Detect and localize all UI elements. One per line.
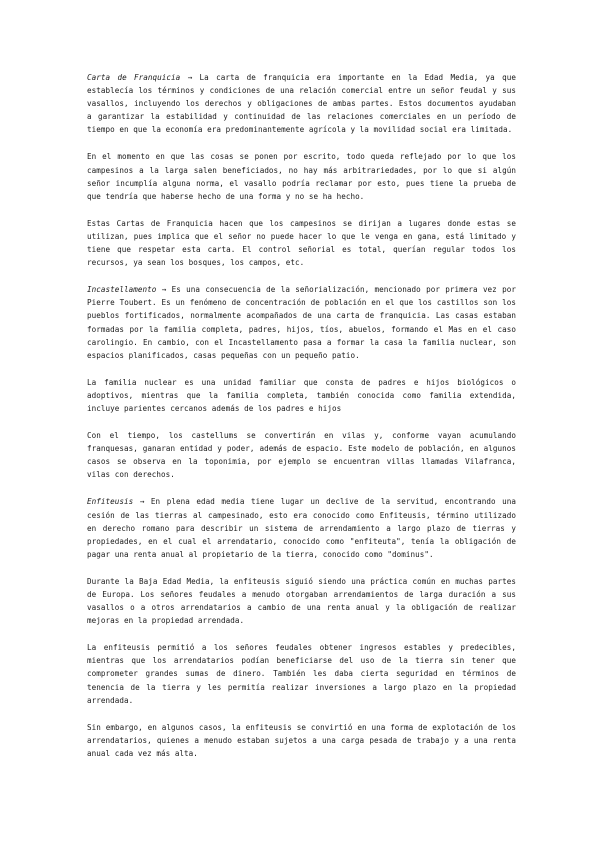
paragraph-enfiteusis bbox=[87, 495, 516, 560]
paragraph-explotacion bbox=[87, 721, 516, 760]
paragraph-text: En el momento en que las cosas se ponen por escrito, todo queda reflejado por lo que los campesinos a la larga salen beneficiados, no hay más arbitrariedades, por lo que si algún señor incumplía alguna norma, el vasallo podría reclamar por esto, pues tiene la prueba de que tendría que haberse hecho de una forma y no se ha hecho. bbox=[87, 152, 516, 201]
paragraph-baja-edad-media bbox=[87, 575, 516, 627]
paragraph-text: → La carta de franquicia era importante en la Edad Media, ya que establecía los términos y condiciones de una relación comercial entre un señor feudal y sus vasallos, incluyendo los derechos y obligaciones de ambas partes. Estos documentos ayudaban a garantizar la estabilidad y continuidad de las relaciones comerciales en un período de tiempo en que la economía era predominantemente agrícola y la movilidad social era limitada. bbox=[87, 73, 516, 135]
paragraph-text: Durante la Baja Edad Media, la enfiteusis siguió siendo una práctica común en muchas partes de Europa. Los señores feudales a menudo otorgaban arrendamientos de larga duración a sus vasallos o a otros arrendatarios a cambio de una renta anual y la obligación de realizar mejoras en la propiedad arrendada. bbox=[87, 576, 516, 626]
paragraph-cartas-campesinos bbox=[87, 217, 516, 269]
paragraph-text: Estas Cartas de Franquicia hacen que los campesinos se dirijan a lugares donde estas se utilizan, pues implica que el señor no puede hacer lo que le venga en gana, está limitado y tiene que respetar esta carta. El control señorial es total, querían regular todos los recursos, ya sean los bosques, los campos, etc. bbox=[87, 218, 516, 268]
paragraph-castellums bbox=[87, 429, 516, 481]
paragraph-text: → Es una consecuencia de la señorialización, mencionado por primera vez por Pierre Toubert. Es un fenómeno de concentración de población en el que los castillos son los pueblos fortificados, normalmente acompañados de una carta de franquicia. Las casas estaban formadas por la familia completa, padres, hijos, tíos, abuelos, formando el Mas en el caso carolingio. En cambio, con el Incastellamento pasa a formar la casa la familia nuclear, son espacios planificados, casas pequeñas con un pequeño patio. bbox=[87, 285, 516, 360]
paragraph-text: → En plena edad media tiene lugar un declive de la servitud, encontrando una cesión de las tierras al campesinado, esto era conocido como Enfiteusis, término utilizado en derecho romano para describir un sistema de arrendamiento a largo plazo de tierras y propiedades, en el cual el arrendatario, conocido como "enfiteuta", tenía la obligación de pagar una renta anual al propietario de la tierra, conocido como "dominus". bbox=[87, 497, 516, 559]
paragraph-incastellamento bbox=[87, 283, 516, 362]
paragraph-familia-nuclear bbox=[87, 376, 516, 415]
paragraph-text: Con el tiempo, los castellums se convertirán en vilas y, conforme vayan acumulando franquesas, ganaran entidad y poder, además de espacio. Este modelo de población, en algunos casos se observa en la toponimia, por ejemplo se encuentran villas llamadas Vilafranca, vilas con derechos. bbox=[87, 431, 516, 480]
paragraph-text: Sin embargo, en algunos casos, la enfiteusis se convirtió en una forma de explotación de los arrendatarios, quienes a menudo estaban sujetos a una carga pesada de trabajo y a una renta anual cada vez más alta. bbox=[87, 722, 516, 758]
paragraph-text: La enfiteusis permitió a los señores feudales obtener ingresos estables y predecibles, mientras que los arrendatarios podían beneficiarse del uso de la tierra sin tener que comprometer grandes sumas de dinero. También les daba cierta seguridad en términos de tenencia de la tierra y les permitía realizar inversiones a largo plazo en la propiedad arrendada. bbox=[87, 643, 516, 705]
paragraph-text: La familia nuclear es una unidad familiar que consta de padres e hijos biológicos o adoptivos, mientras que la familia completa, también conocida como familia extendida, incluye parientes cercanos además de los padres e hijos bbox=[87, 377, 516, 413]
term-incastellamento: Incastellamento bbox=[87, 285, 157, 295]
paragraph-carta-de-franquicia bbox=[87, 71, 516, 136]
paragraph-ingresos-estables bbox=[87, 641, 516, 706]
term-enfiteusis: Enfiteusis bbox=[87, 497, 134, 507]
paragraph-escrito bbox=[87, 150, 516, 202]
term-carta-de-franquicia: Carta de Franquicia bbox=[87, 73, 181, 82]
